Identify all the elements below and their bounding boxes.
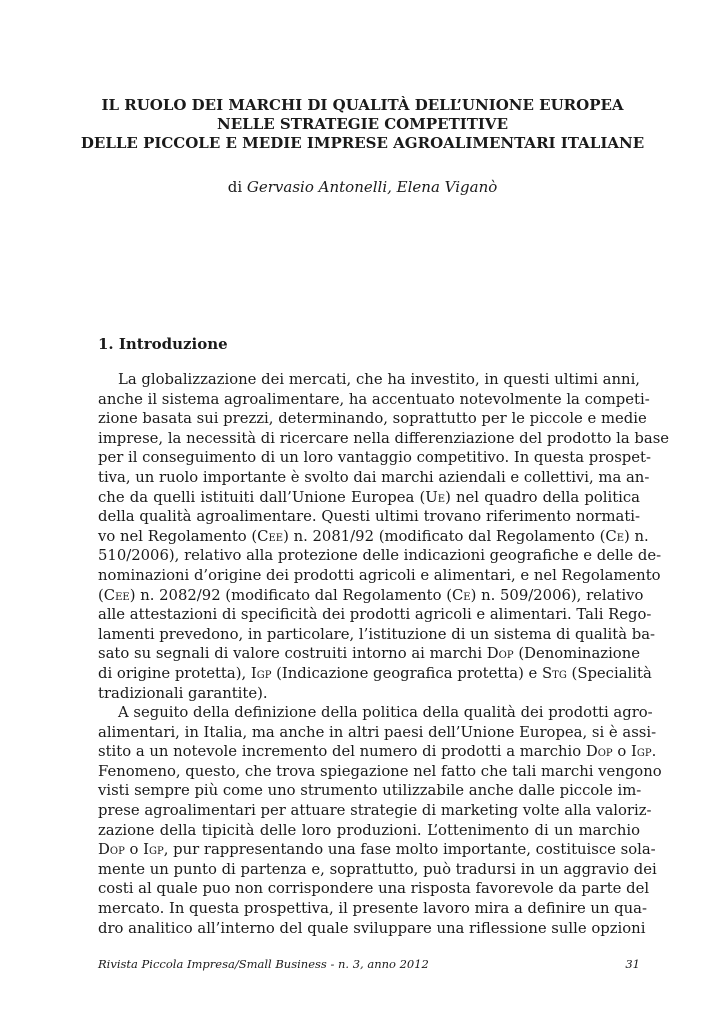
body-text (98, 370, 670, 938)
journal-citation: Rivista Piccola Impresa/Small Business - n. 3, anno 2012 (98, 957, 429, 971)
text-segment: vo nel Regolamento (C (98, 527, 269, 545)
byline (0, 178, 725, 196)
acronym: e (463, 586, 471, 604)
acronym: gp (148, 841, 164, 859)
text-line: zazione della tipicità delle loro produzioni. L’ottenimento di un marchio (98, 821, 640, 839)
paragraph-2 (98, 703, 662, 938)
text-segment: . (651, 743, 657, 761)
text-line: Fenomeno, questo, che trova spiegazione nel fatto che tali marchi vengono (98, 762, 662, 780)
text-line (98, 840, 656, 860)
text-line: tiva, un ruolo importante è svolto dai marchi aziendali e collettivi, ma an- (98, 468, 650, 486)
text-line: alle attestazioni di specificità dei prodotti agricoli e alimentari. Tali Rego- (98, 606, 652, 624)
text-line: alimentari, in Italia, ma anche in altri paesi dell’Unione Europea, si è assi- (98, 723, 657, 741)
text-line: visti sempre più come uno strumento utilizzabile anche dalle piccole im- (98, 782, 642, 800)
text-segment: (Indicazione geografica protetta) e S (271, 664, 553, 682)
text-line (98, 586, 644, 606)
title-line: IL RUOLO DEI MARCHI DI QUALITÀ DELL’UNIONE EUROPEA (101, 96, 624, 114)
text-line: nominazioni d’origine dei prodotti agricoli e alimentari, e nel Regolamento (98, 566, 661, 584)
text-line: anche il sistema agroalimentare, ha accentuato notevolmente la competi- (98, 390, 650, 408)
text-line: mercato. In questa prospettiva, il presente lavoro mira a definire un qua- (98, 900, 647, 918)
text-line (98, 488, 640, 508)
text-segment: D (98, 841, 110, 859)
text-line: zione basata sui prezzi, determinando, soprattutto per le piccole e medie (98, 410, 647, 428)
text-line (98, 742, 657, 762)
text-line: per il conseguimento di un loro vantaggio competitivo. In questa prospet- (98, 449, 651, 467)
acronym: gp (636, 743, 652, 761)
text-segment: che da quelli istituiti dall’Unione Europea (U (98, 488, 438, 506)
acronym: tg (552, 664, 567, 682)
text-line: della qualità agroalimentare. Questi ultimi trovano riferimento normati- (98, 508, 640, 526)
acronym: e (616, 527, 624, 545)
text-segment: ) n. (624, 527, 649, 545)
text-line: dro analitico all’interno del quale sviluppare una riflessione sulle opzioni (98, 919, 646, 937)
acronym: op (597, 743, 613, 761)
text-segment: , pur rappresentando una fase molto importante, costituisce sola- (163, 841, 656, 859)
text-line (98, 527, 649, 547)
text-line: La globalizzazione dei mercati, che ha investito, in questi ultimi anni, (118, 371, 640, 388)
acronym: op (498, 645, 514, 663)
text-segment: ) n. 509/2006), relativo (470, 586, 644, 604)
page-number: 31 (625, 957, 640, 971)
text-segment: o I (612, 743, 637, 761)
text-segment: (Denominazione (513, 645, 641, 663)
text-line: 510/2006), relativo alla protezione delle indicazioni geografiche e delle de- (98, 547, 662, 565)
author-names: Gervasio Antonelli, Elena Viganò (246, 178, 498, 196)
text-line: lamenti prevedono, in particolare, l’istituzione di un sistema di qualità ba- (98, 625, 656, 643)
text-line: imprese, la necessità di ricercare nella differenziazione del prodotto la base (98, 429, 670, 447)
acronym: ee (115, 586, 130, 604)
text-segment: di origine protetta), I (98, 664, 257, 682)
text-segment: (Specialità (566, 664, 652, 682)
text-segment: sato su segnali di valore costruiti intorno ai marchi D (98, 645, 499, 663)
text-segment: ) n. 2081/92 (modificato dal Regolamento (C (283, 527, 617, 545)
paragraph-1 (98, 370, 670, 703)
acronym: e (437, 488, 446, 506)
text-segment: o I (124, 841, 149, 859)
text-segment: stito a un notevole incremento del numero di prodotti a marchio D (98, 743, 598, 761)
acronym: gp (256, 664, 272, 682)
text-line: tradizionali garantite). (98, 684, 268, 702)
text-line (98, 644, 640, 664)
section-heading: 1. Introduzione (98, 335, 228, 353)
text-line: costi al quale puo non corrispondere una risposta favorevole da parte del (98, 880, 650, 898)
byline-prefix: di (227, 178, 243, 196)
text-line: mente un punto di partenza e, soprattutto, può tradursi in un aggravio dei (98, 860, 657, 878)
acronym: op (109, 841, 125, 859)
title-line: DELLE PICCOLE E MEDIE IMPRESE AGROALIMENTARI ITALIANE (80, 134, 645, 152)
text-segment: ) n. 2082/92 (modificato dal Regolamento (C (129, 586, 464, 604)
acronym: ee (268, 527, 284, 545)
article-title (0, 96, 725, 153)
text-line: prese agroalimentari per attuare strategie di marketing volte alla valoriz- (98, 802, 652, 820)
text-segment: (C (98, 586, 116, 604)
title-line: NELLE STRATEGIE COMPETITIVE (217, 115, 508, 133)
text-line: A seguito della definizione della politica della qualità dei prodotti agro- (118, 704, 653, 722)
text-segment: ) nel quadro della politica (445, 488, 640, 506)
text-line (98, 664, 652, 684)
